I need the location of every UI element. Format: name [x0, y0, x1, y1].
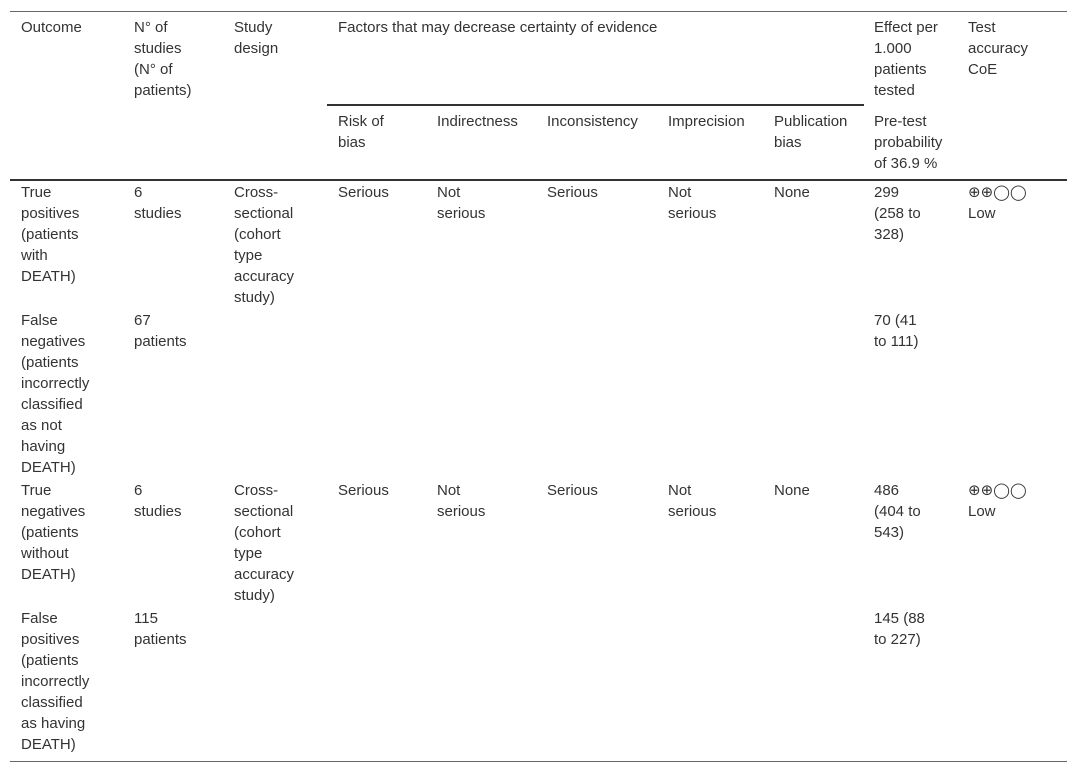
- evidence-table: [10, 11, 1067, 762]
- table-row-0-design: Cross- sectional (cohort type accuracy study): [234, 184, 295, 306]
- table-row-2-design: Cross- sectional (cohort type accuracy study): [234, 482, 295, 604]
- table-row-0-coe-symbols: ⊕⊕◯◯: [968, 183, 1027, 201]
- table-row-3-n: 115 patients: [134, 610, 187, 648]
- table-row-3-effect: 145 (88 to 227): [874, 610, 925, 648]
- table-row-2-publication-bias: None: [774, 482, 810, 499]
- table-top-rule: [10, 11, 1067, 12]
- header-coe: Test accuracy CoE: [968, 19, 1029, 78]
- table-row-2-n: 6 studies: [134, 482, 182, 520]
- table-row-2-outcome: True negatives (patients without DEATH): [21, 482, 86, 583]
- header-effect: Effect per 1.000 patients tested: [874, 19, 938, 99]
- table-row-2-imprecision: Not serious: [668, 482, 717, 520]
- table-row-0-risk-of-bias: Serious: [338, 184, 389, 201]
- table-row-1-outcome: False negatives (patients incorrectly classified as not having DEATH): [21, 312, 90, 476]
- table-row-0-n: 6 studies: [134, 184, 182, 222]
- table-row-0-coe-label: Low: [968, 205, 996, 222]
- table-row-0-publication-bias: None: [774, 184, 810, 201]
- header-n-studies: N° of studies (N° of patients): [134, 19, 192, 99]
- table-row-2-coe-symbols: ⊕⊕◯◯: [968, 481, 1027, 499]
- table-row-0-imprecision: Not serious: [668, 184, 717, 222]
- header-imprecision: Imprecision: [668, 113, 745, 130]
- table-row-2-inconsistency: Serious: [547, 482, 598, 499]
- table-row-2-effect: 486 (404 to 543): [874, 482, 921, 541]
- table-bottom-rule: [10, 761, 1067, 762]
- header-outcome: Outcome: [21, 19, 82, 36]
- table-row-1-effect: 70 (41 to 111): [874, 312, 919, 350]
- table-row-1-n: 67 patients: [134, 312, 187, 350]
- header-publication-bias: Publication bias: [774, 113, 848, 151]
- table-row-0-effect: 299 (258 to 328): [874, 184, 921, 243]
- table-row-0-outcome: True positives (patients with DEATH): [21, 184, 80, 285]
- header-factors-group: Factors that may decrease certainty of evidence: [338, 19, 658, 36]
- factors-group-rule: [327, 104, 864, 106]
- header-pretest: Pre-test probability of 36.9 %: [874, 113, 943, 172]
- table-row-2-indirectness: Not serious: [437, 482, 486, 520]
- table-row-2-risk-of-bias: Serious: [338, 482, 389, 499]
- table-row-3-outcome: False positives (patients incorrectly classified as having DEATH): [21, 610, 90, 753]
- table-row-0-inconsistency: Serious: [547, 184, 598, 201]
- table-row-2-coe-label: Low: [968, 503, 996, 520]
- header-risk-of-bias: Risk of bias: [338, 113, 384, 151]
- header-bottom-rule: [10, 179, 1067, 181]
- header-indirectness: Indirectness: [437, 113, 518, 130]
- header-inconsistency: Inconsistency: [547, 113, 638, 130]
- header-study-design: Study design: [234, 19, 279, 57]
- table-row-0-indirectness: Not serious: [437, 184, 486, 222]
